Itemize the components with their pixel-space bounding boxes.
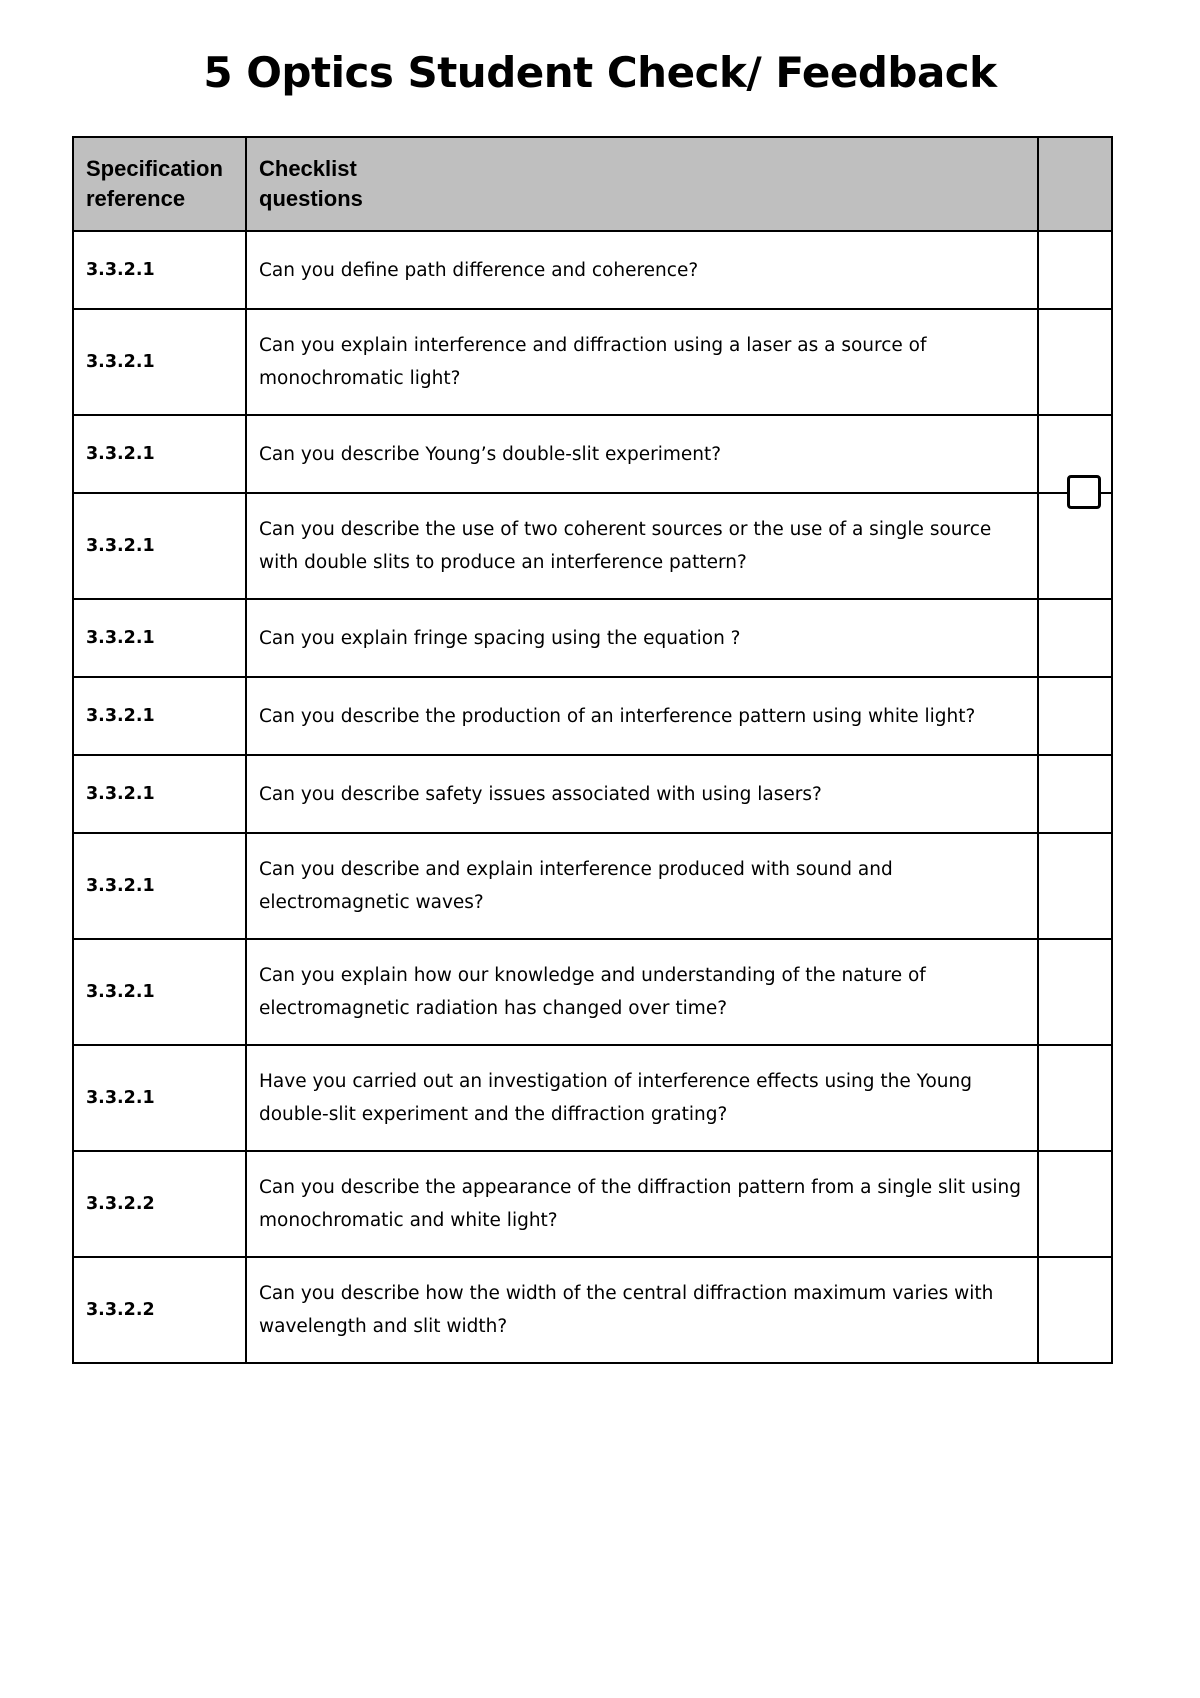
question-cell: Can you describe safety issues associated with using lasers? [246, 755, 1038, 833]
check-cell[interactable] [1038, 1151, 1112, 1257]
table-row [73, 415, 1112, 493]
table-row [73, 599, 1112, 677]
header-spec-line-2: reference [86, 186, 186, 211]
spec-reference-cell: 3.3.2.1 [73, 599, 246, 677]
check-cell[interactable] [1038, 1257, 1112, 1363]
check-cell[interactable] [1038, 309, 1112, 415]
table-row [73, 1257, 1112, 1363]
question-cell: Have you carried out an investigation of interference effects using the Young double-slit experiment and the diffraction grating? [246, 1045, 1038, 1151]
table-row [73, 939, 1112, 1045]
page-title: 5 Optics Student Check/ Feedback [203, 48, 997, 97]
question-cell: Can you describe the production of an interference pattern using white light? [246, 677, 1038, 755]
spec-reference-cell: 3.3.2.1 [73, 415, 246, 493]
header-checklist-questions [246, 137, 1038, 231]
table-row [73, 493, 1112, 599]
spec-reference-cell: 3.3.2.1 [73, 1045, 246, 1151]
check-cell[interactable] [1038, 755, 1112, 833]
spec-reference-cell: 3.3.2.1 [73, 493, 246, 599]
table-row [73, 677, 1112, 755]
spec-reference-cell: 3.3.2.1 [73, 231, 246, 309]
question-cell: Can you describe the use of two coherent sources or the use of a single source with double slits to produce an interference pattern? [246, 493, 1038, 599]
check-cell[interactable] [1038, 677, 1112, 755]
question-cell: Can you define path difference and coherence? [246, 231, 1038, 309]
header-specification-reference [73, 137, 246, 231]
table-row [73, 1151, 1112, 1257]
header-questions-line-2: questions [259, 186, 363, 211]
table-row [73, 755, 1112, 833]
table-row [73, 231, 1112, 309]
header-questions-line-1: Checklist [259, 156, 357, 181]
question-cell: Can you describe how the width of the central diffraction maximum varies with wavelength and slit width? [246, 1257, 1038, 1363]
table-row [73, 309, 1112, 415]
header-check-column [1038, 137, 1112, 231]
spec-reference-cell: 3.3.2.1 [73, 939, 246, 1045]
question-cell: Can you explain fringe spacing using the equation ? [246, 599, 1038, 677]
spec-reference-cell: 3.3.2.2 [73, 1151, 246, 1257]
spec-reference-cell: 3.3.2.1 [73, 833, 246, 939]
spec-reference-cell: 3.3.2.1 [73, 309, 246, 415]
check-cell[interactable] [1038, 231, 1112, 309]
spec-reference-cell: 3.3.2.2 [73, 1257, 246, 1363]
checklist-table [72, 136, 1113, 1364]
question-cell: Can you describe and explain interference produced with sound and electromagnetic waves? [246, 833, 1038, 939]
question-cell: Can you explain how our knowledge and understanding of the nature of electromagnetic radiation has changed over time? [246, 939, 1038, 1045]
table-row [73, 833, 1112, 939]
header-spec-line-1: Specification [86, 156, 223, 181]
table-row [73, 1045, 1112, 1151]
question-cell: Can you describe the appearance of the diffraction pattern from a single slit using monochromatic and white light? [246, 1151, 1038, 1257]
question-cell: Can you explain interference and diffraction using a laser as a source of monochromatic light? [246, 309, 1038, 415]
spec-reference-cell: 3.3.2.1 [73, 677, 246, 755]
header-row [73, 137, 1112, 231]
checkbox[interactable] [1067, 475, 1101, 509]
check-cell[interactable] [1038, 599, 1112, 677]
spec-reference-cell: 3.3.2.1 [73, 755, 246, 833]
check-cell[interactable] [1038, 939, 1112, 1045]
question-cell: Can you describe Young’s double-slit experiment? [246, 415, 1038, 493]
check-cell[interactable] [1038, 1045, 1112, 1151]
check-cell[interactable] [1038, 833, 1112, 939]
